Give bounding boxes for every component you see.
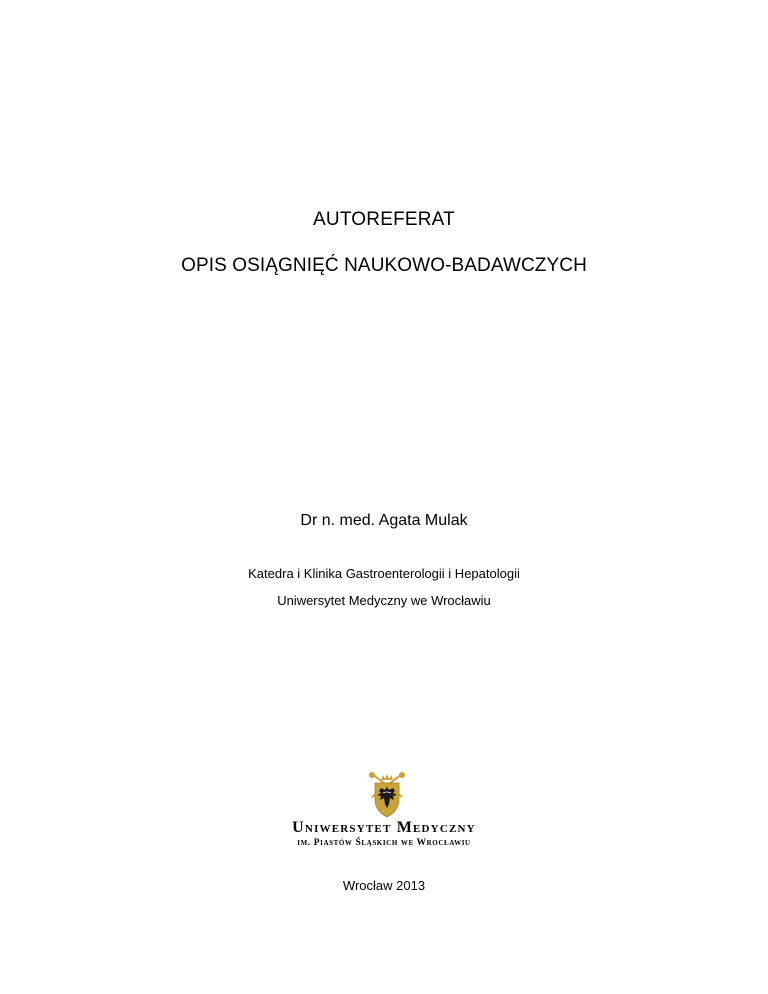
university-name: Uniwersytet Medyczny we Wrocławiu <box>277 593 491 608</box>
place-and-year: Wrocław 2013 <box>342 878 426 893</box>
document-subtitle: OPIS OSIĄGNIĘĆ NAUKOWO-BADAWCZYCH <box>181 255 587 276</box>
document-title: AUTOREFERAT <box>313 209 455 230</box>
department-name: Katedra i Klinika Gastroenterologii i Hepatologii <box>248 566 520 581</box>
author-name: Dr n. med. Agata Mulak <box>300 512 468 529</box>
university-crest-eagle-icon <box>366 771 408 819</box>
logo-university-subname: im. Piastów Śląskich we Wrocławiu <box>297 838 471 848</box>
logo-university-name: Uniwersytet Medyczny <box>292 819 476 836</box>
